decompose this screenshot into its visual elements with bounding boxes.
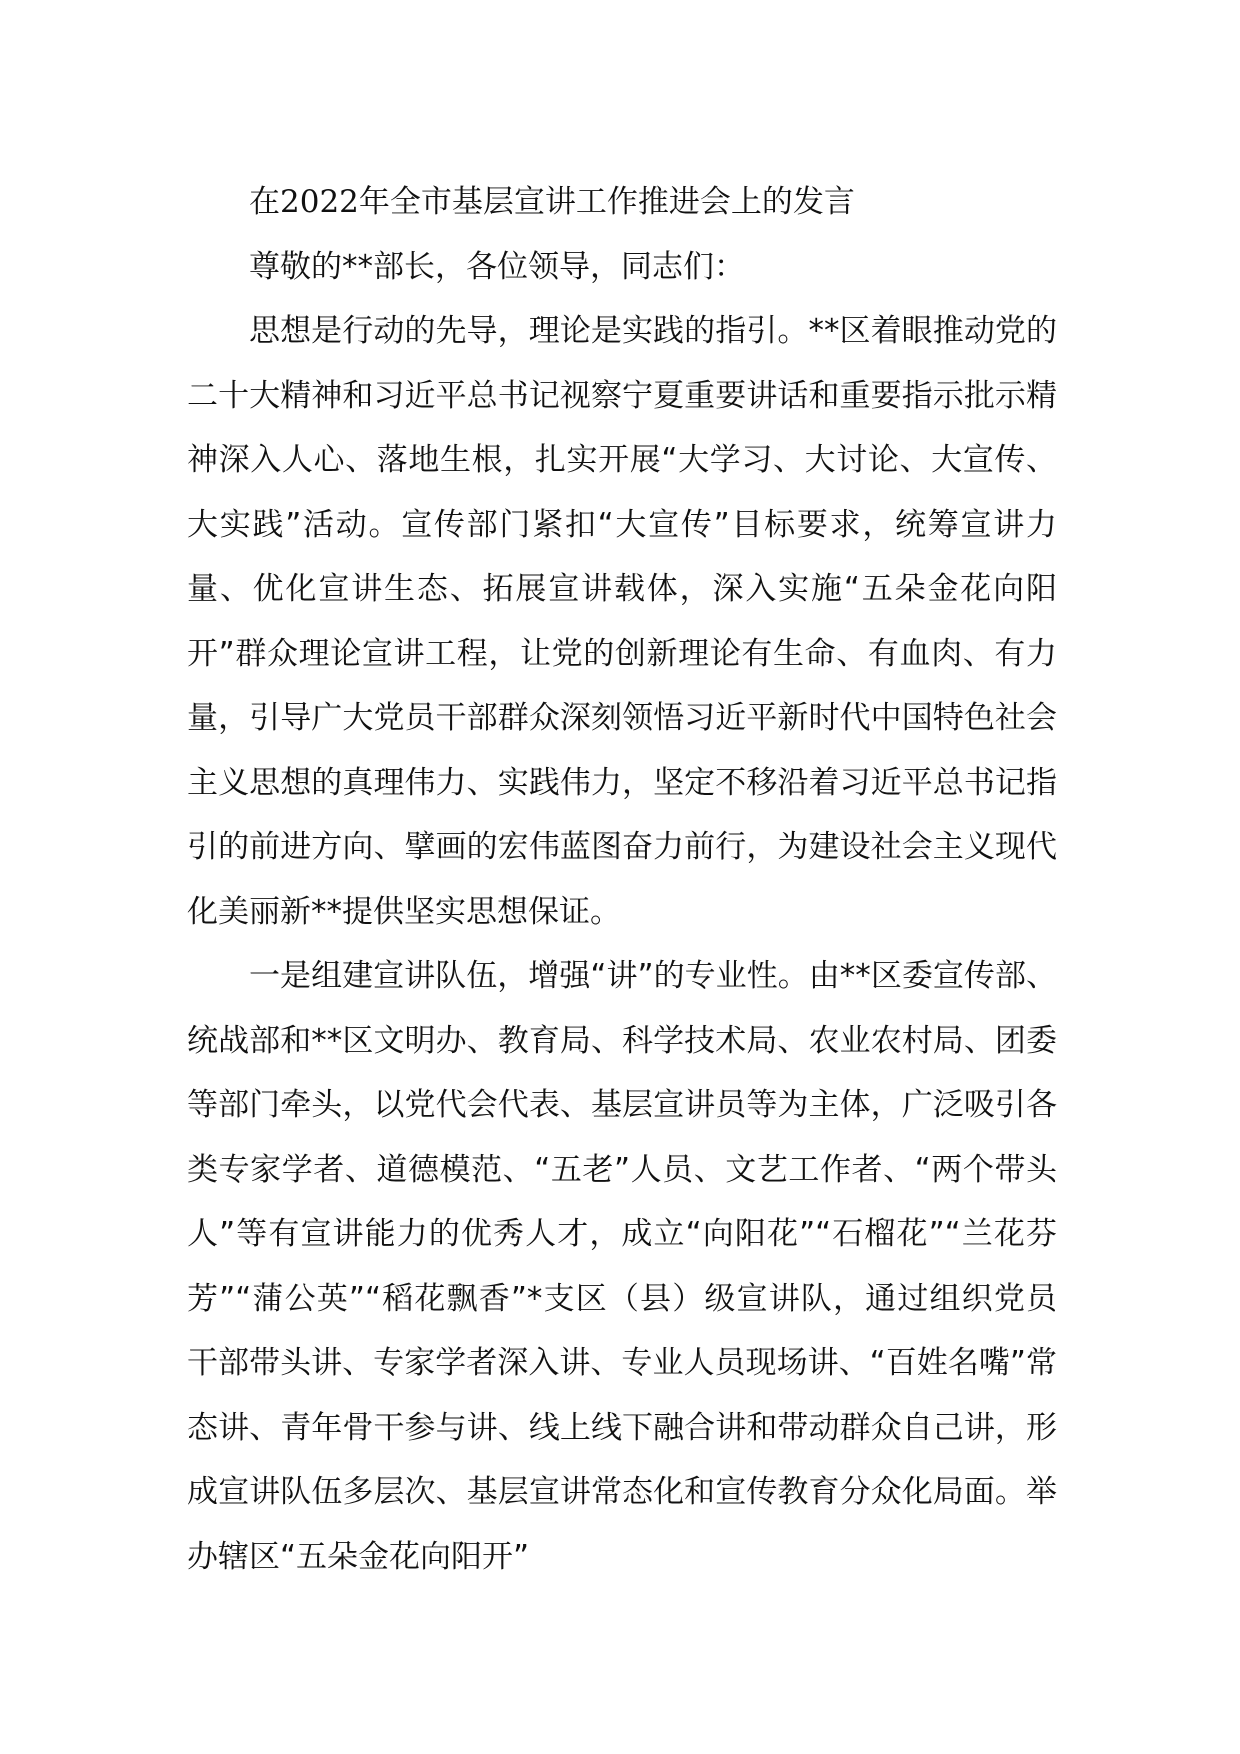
document-body bbox=[187, 170, 1057, 1589]
salutation: 尊敬的**部长，各位领导，同志们： bbox=[249, 248, 745, 285]
document-title: 在2022年全市基层宣讲工作推进会上的发言 bbox=[249, 184, 855, 220]
paragraph-intro: 思想是行动的先导，理论是实践的指引。**区着眼推动党的二十大精神和习近平总书记视察宁夏重要讲话和重要指示批示精神深入人心、落地生根，扎实开展“大学习、大讨论、大宣传、大实践”活动。宣传部门紧扣“大宣传”目标要求，统筹宣讲力量、优化宣讲生态、拓展宣讲载体，深入实施“五朵金花向阳开”群众理论宣讲工程，让党的创新理论有生命、有血肉、有力量，引导广大党员干部群众深刻领悟习近平新时代中国特色社会主义思想的真理伟力、实践伟力，坚定不移沿着习近平总书记指引的前进方向、擘画的宏伟蓝图奋力前行，为建设社会主义现代化美丽新**提供坚实思想保证。 bbox=[187, 313, 1057, 930]
paragraph-team-building: 一是组建宣讲队伍，增强“讲”的专业性。由**区委宣传部、统战部和**区文明办、教育局、科学技术局、农业农村局、团委等部门牵头，以党代会代表、基层宣讲员等为主体，广泛吸引各类专家学者、道德模范、“五老”人员、文艺工作者、“两个带头人”等有宣讲能力的优秀人才，成立“向阳花”“石榴花”“兰花芬芳”“蒲公英”“稻花飘香”*支区（县）级宣讲队，通过组织党员干部带头讲、专家学者深入讲、专业人员现场讲、“百姓名嘴”常态讲、青年骨干参与讲、线上线下融合讲和带动群众自己讲，形成宣讲队伍多层次、基层宣讲常态化和宣传教育分众化局面。举办辖区“五朵金花向阳开” bbox=[187, 958, 1057, 1575]
